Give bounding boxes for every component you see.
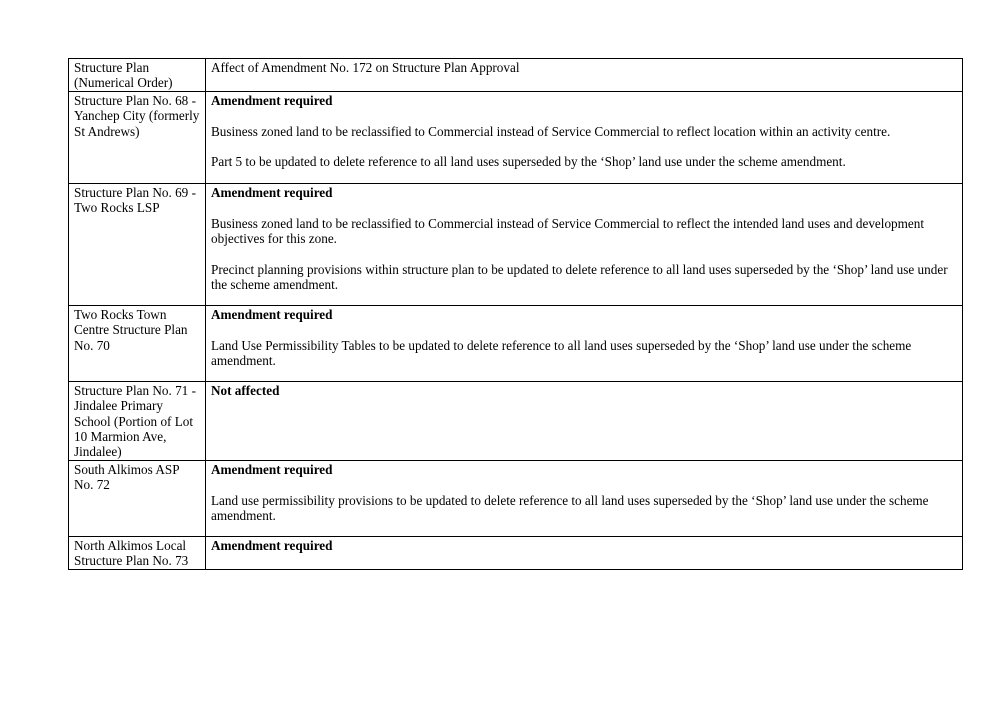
plan-cell: Structure Plan No. 68 - Yanchep City (formerly St Andrews) — [69, 91, 206, 183]
status-text: Amendment required — [211, 92, 333, 108]
effect-cell — [206, 460, 963, 536]
status-text: Not affected — [211, 382, 280, 398]
effect-cell — [206, 536, 963, 569]
effect-cell — [206, 381, 963, 460]
effect-paragraph: Land Use Permissibility Tables to be updated to delete reference to all land uses superseded by the ‘Shop’ land use under the scheme amendment. — [211, 337, 912, 369]
table-row — [69, 305, 963, 381]
header-effect: Affect of Amendment No. 172 on Structure Plan Approval — [206, 59, 963, 92]
effect-cell — [206, 91, 963, 183]
effect-paragraph: Precinct planning provisions within structure plan to be updated to delete reference to all land uses superseded by the ‘Shop’ land use under the scheme amendment. — [211, 261, 948, 293]
effect-paragraph: Land use permissibility provisions to be updated to delete reference to all land uses superseded by the ‘Shop’ land use under the scheme amendment. — [211, 492, 929, 524]
effect-cell — [206, 305, 963, 381]
status-text: Amendment required — [211, 184, 333, 200]
plan-cell: Structure Plan No. 71 - Jindalee Primary School (Portion of Lot 10 Marmion Ave, Jindalee) — [69, 381, 206, 460]
table-row — [69, 183, 963, 305]
status-text: Amendment required — [211, 306, 333, 322]
effect-paragraph: Business zoned land to be reclassified to Commercial instead of Service Commercial to reflect location within an activity centre. — [211, 123, 891, 139]
header-plan-line2: (Numerical Order) — [74, 75, 173, 91]
table-row — [69, 460, 963, 536]
plan-cell: North Alkimos Local Structure Plan No. 73 — [69, 536, 206, 569]
table-row — [69, 91, 963, 183]
table-row — [69, 536, 963, 569]
structure-plan-table — [68, 58, 963, 570]
plan-cell: South Alkimos ASP No. 72 — [69, 460, 206, 536]
table-header-row — [69, 59, 963, 92]
header-structure-plan — [69, 59, 206, 92]
status-text: Amendment required — [211, 461, 333, 477]
table-row — [69, 381, 963, 460]
status-text: Amendment required — [211, 537, 333, 553]
plan-cell: Two Rocks Town Centre Structure Plan No. 70 — [69, 305, 206, 381]
plan-cell: Structure Plan No. 69 - Two Rocks LSP — [69, 183, 206, 305]
effect-paragraph: Part 5 to be updated to delete reference to all land uses superseded by the ‘Shop’ land use under the scheme amendment. — [211, 154, 846, 170]
effect-cell — [206, 183, 963, 305]
header-plan-line1: Structure Plan — [74, 60, 150, 75]
effect-paragraph: Business zoned land to be reclassified to Commercial instead of Service Commercial to reflect the intended land uses and development objectives for this zone. — [211, 215, 925, 247]
